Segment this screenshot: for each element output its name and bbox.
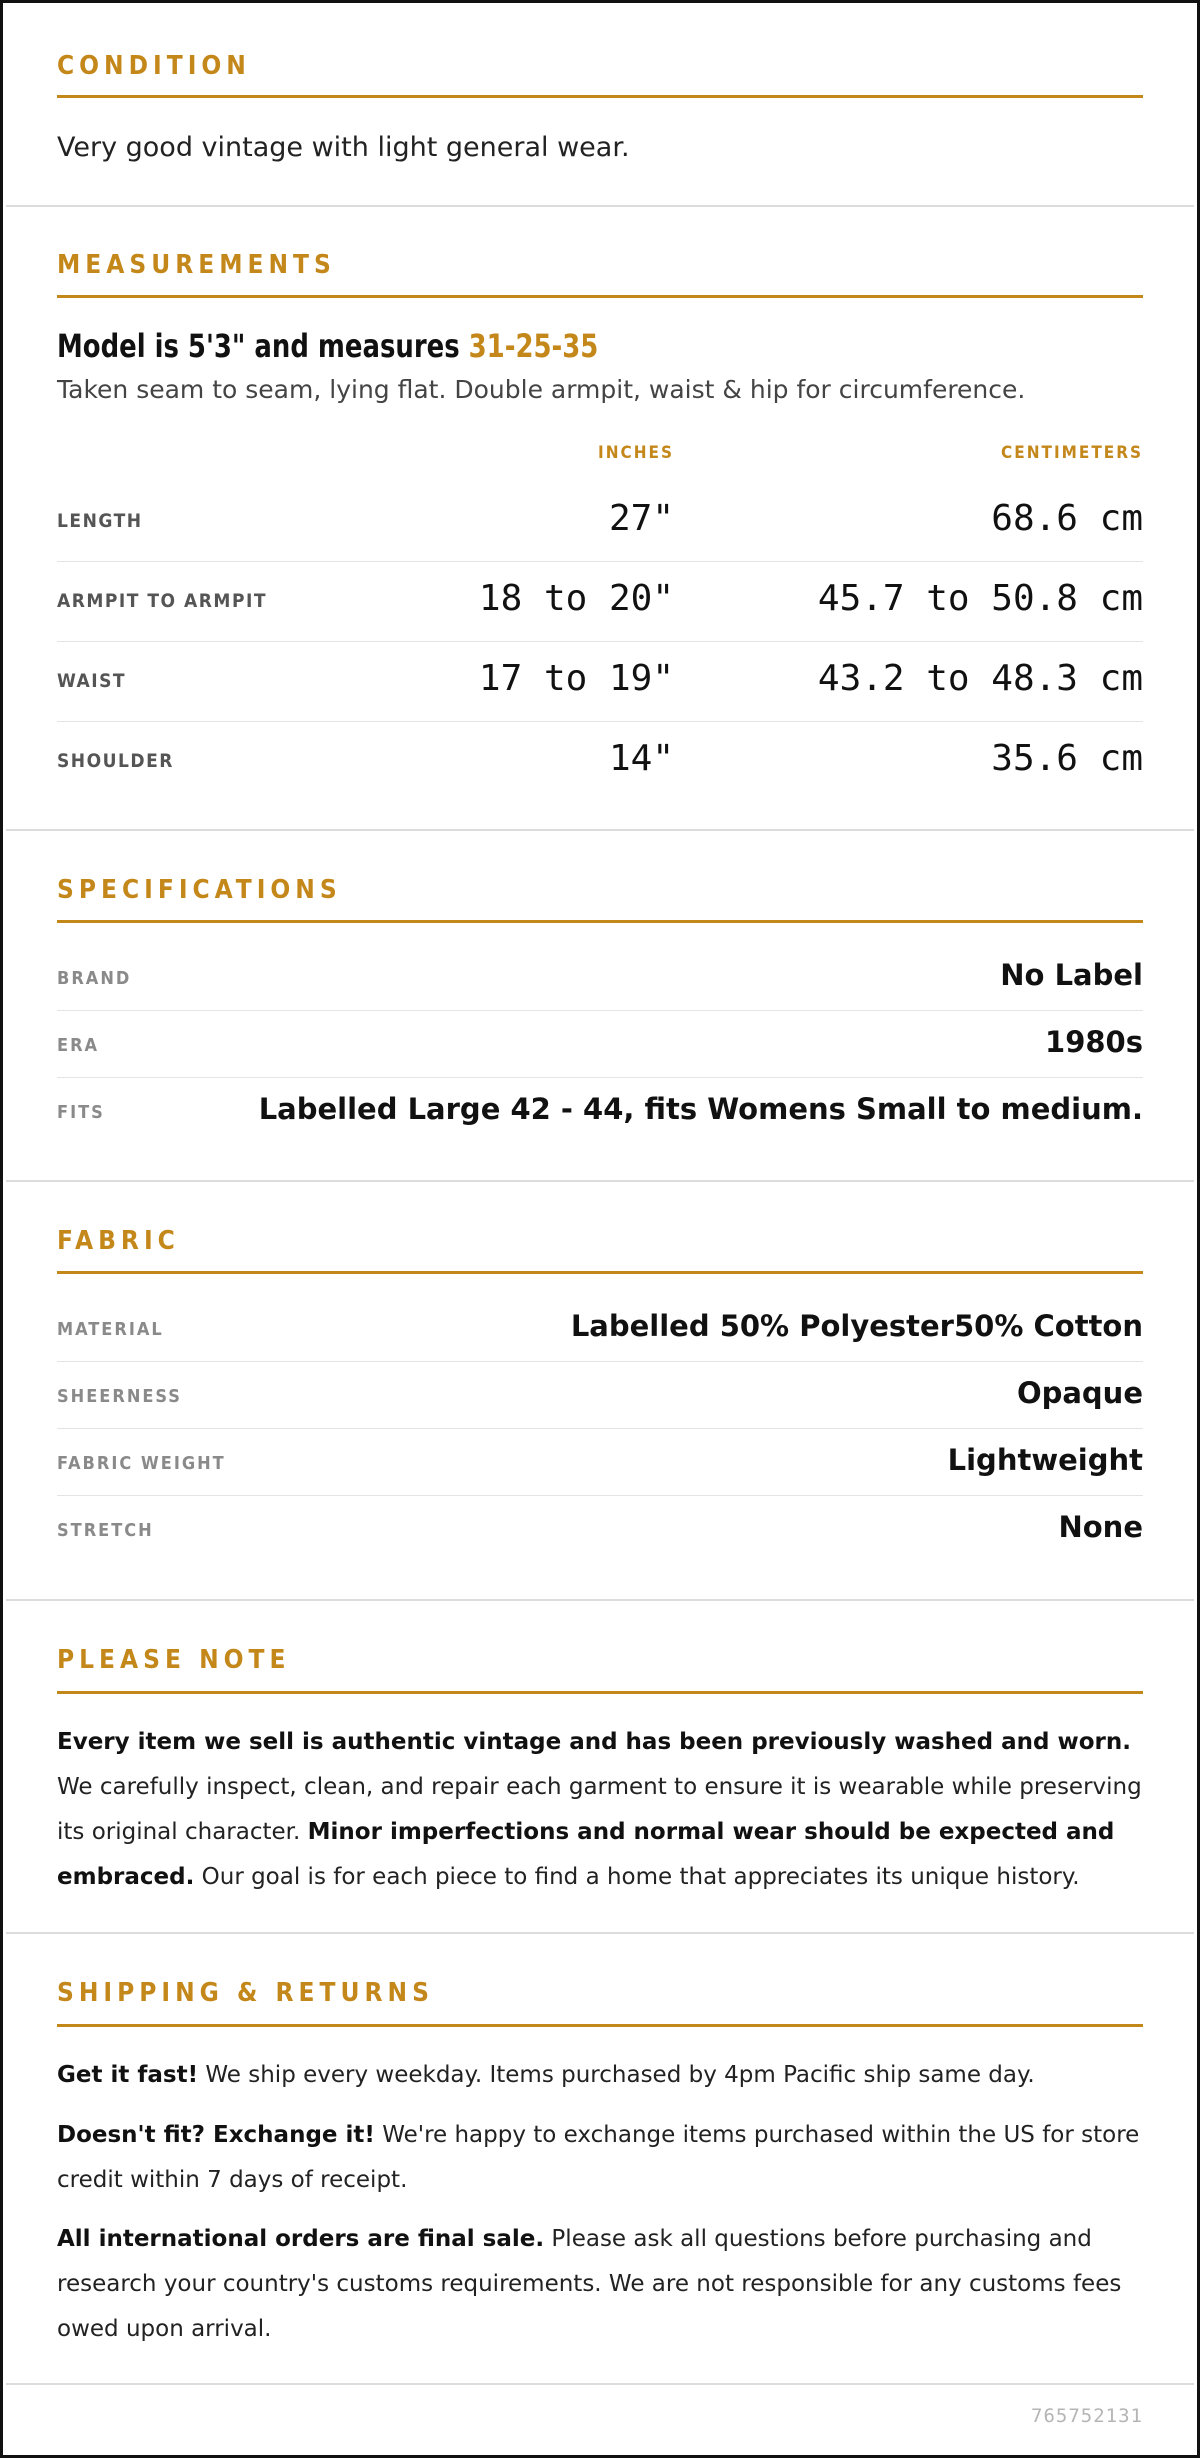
condition-section bbox=[6, 6, 1194, 207]
shipping-paragraph-1 bbox=[57, 2053, 1143, 2098]
fabric-label: SHEERNESS bbox=[57, 1386, 182, 1407]
measurements-rule bbox=[57, 295, 1143, 298]
fabric-title: FABRIC bbox=[57, 1226, 180, 1256]
measurement-cm: 43.2 to 48.3 cm bbox=[817, 658, 1143, 699]
measurement-inches: 14" bbox=[608, 738, 674, 779]
fabric-label: MATERIAL bbox=[57, 1319, 164, 1340]
spec-row-brand bbox=[57, 944, 1143, 1011]
measurements-subtitle: Taken seam to seam, lying flat. Double armpit, waist & hip for circumference. bbox=[57, 375, 1026, 404]
please-note-title: PLEASE NOTE bbox=[57, 1645, 291, 1675]
measurement-inches: 18 to 20" bbox=[478, 578, 674, 619]
spec-label: FITS bbox=[57, 1102, 105, 1123]
column-header-inches: INCHES bbox=[598, 443, 674, 463]
measurement-row-armpit bbox=[57, 562, 1143, 642]
fabric-label: STRETCH bbox=[57, 1520, 154, 1541]
fabric-section bbox=[6, 1182, 1194, 1601]
shipping-text-1: We ship every weekday. Items purchased by 4pm Pacific ship same day. bbox=[198, 2062, 1035, 2088]
please-note-rule bbox=[57, 1691, 1143, 1694]
condition-title: CONDITION bbox=[57, 51, 251, 81]
model-measures-value: 31-25-35 bbox=[468, 327, 599, 365]
spec-label: ERA bbox=[57, 1035, 100, 1056]
note-text-1: We carefully inspect, clean, and repair each garment to ensure it is wearable while preserving its original character. bbox=[57, 1774, 1142, 1845]
measurement-inches: 27" bbox=[608, 498, 674, 539]
specifications-title: SPECIFICATIONS bbox=[57, 875, 342, 905]
note-text-2: Our goal is for each piece to find a home that appreciates its unique history. bbox=[194, 1864, 1080, 1890]
spec-value: No Label bbox=[1000, 958, 1143, 992]
measurement-row-length bbox=[57, 482, 1143, 562]
shipping-bold-3: All international orders are final sale. bbox=[57, 2226, 545, 2252]
shipping-section bbox=[6, 1934, 1194, 2385]
fabric-value: None bbox=[1058, 1510, 1143, 1544]
spec-row-era bbox=[57, 1011, 1143, 1078]
measurement-cm: 45.7 to 50.8 cm bbox=[817, 578, 1143, 619]
measurement-inches: 17 to 19" bbox=[478, 658, 674, 699]
shipping-bold-2: Doesn't fit? Exchange it! bbox=[57, 2122, 375, 2148]
measurements-section bbox=[6, 207, 1194, 831]
measurement-row-waist bbox=[57, 642, 1143, 722]
product-id: 765752131 bbox=[1031, 2405, 1143, 2427]
fabric-value: Labelled 50% Polyester50% Cotton bbox=[570, 1309, 1143, 1343]
spec-row-fits bbox=[57, 1078, 1143, 1145]
fabric-value: Opaque bbox=[1016, 1376, 1143, 1410]
shipping-paragraph-2 bbox=[57, 2113, 1143, 2203]
measurement-cm: 35.6 cm bbox=[991, 738, 1143, 779]
fabric-value: Lightweight bbox=[947, 1443, 1143, 1477]
note-bold-1: Every item we sell is authentic vintage and has been previously washed and worn. bbox=[57, 1729, 1131, 1755]
shipping-paragraph-3 bbox=[57, 2217, 1143, 2352]
model-prefix: Model is 5'3" and measures bbox=[57, 327, 469, 365]
fabric-row-material bbox=[57, 1295, 1143, 1362]
spec-value: 1980s bbox=[1045, 1025, 1143, 1059]
measurements-title: MEASUREMENTS bbox=[57, 250, 336, 280]
please-note-paragraph bbox=[57, 1720, 1143, 1900]
spec-value: Labelled Large 42 - 44, fits Womens Small to medium. bbox=[258, 1092, 1143, 1126]
measurement-row-shoulder bbox=[57, 722, 1143, 802]
measurement-cm: 68.6 cm bbox=[991, 498, 1143, 539]
model-measures-line bbox=[57, 327, 598, 365]
fabric-label: FABRIC WEIGHT bbox=[57, 1453, 226, 1474]
measurement-label: LENGTH bbox=[57, 510, 143, 532]
specifications-section bbox=[6, 831, 1194, 1182]
shipping-text-2: We're happy to exchange items purchased within the US for store credit within 7 days of receipt. bbox=[57, 2122, 1140, 2193]
fabric-rule bbox=[57, 1271, 1143, 1274]
fabric-row-stretch bbox=[57, 1496, 1143, 1563]
shipping-rule bbox=[57, 2024, 1143, 2027]
column-header-centimeters: CENTIMETERS bbox=[1001, 443, 1143, 463]
shipping-title: SHIPPING & RETURNS bbox=[57, 1978, 434, 2008]
measurement-label: WAIST bbox=[57, 670, 127, 692]
measurement-label: SHOULDER bbox=[57, 750, 174, 772]
please-note-section bbox=[6, 1601, 1194, 1934]
shipping-text-3: Please ask all questions before purchasing and research your country's customs requirements. We are not responsible for any customs fees owed upon arrival. bbox=[57, 2226, 1122, 2342]
note-bold-2: Minor imperfections and normal wear should be expected and embraced. bbox=[57, 1819, 1115, 1890]
measurement-label: ARMPIT TO ARMPIT bbox=[57, 590, 267, 612]
spec-label: BRAND bbox=[57, 968, 132, 989]
shipping-bold-1: Get it fast! bbox=[57, 2062, 199, 2088]
specifications-rule bbox=[57, 920, 1143, 923]
condition-rule bbox=[57, 95, 1143, 98]
fabric-row-weight bbox=[57, 1429, 1143, 1496]
condition-text: Very good vintage with light general wear. bbox=[57, 132, 630, 163]
fabric-row-sheerness bbox=[57, 1362, 1143, 1429]
